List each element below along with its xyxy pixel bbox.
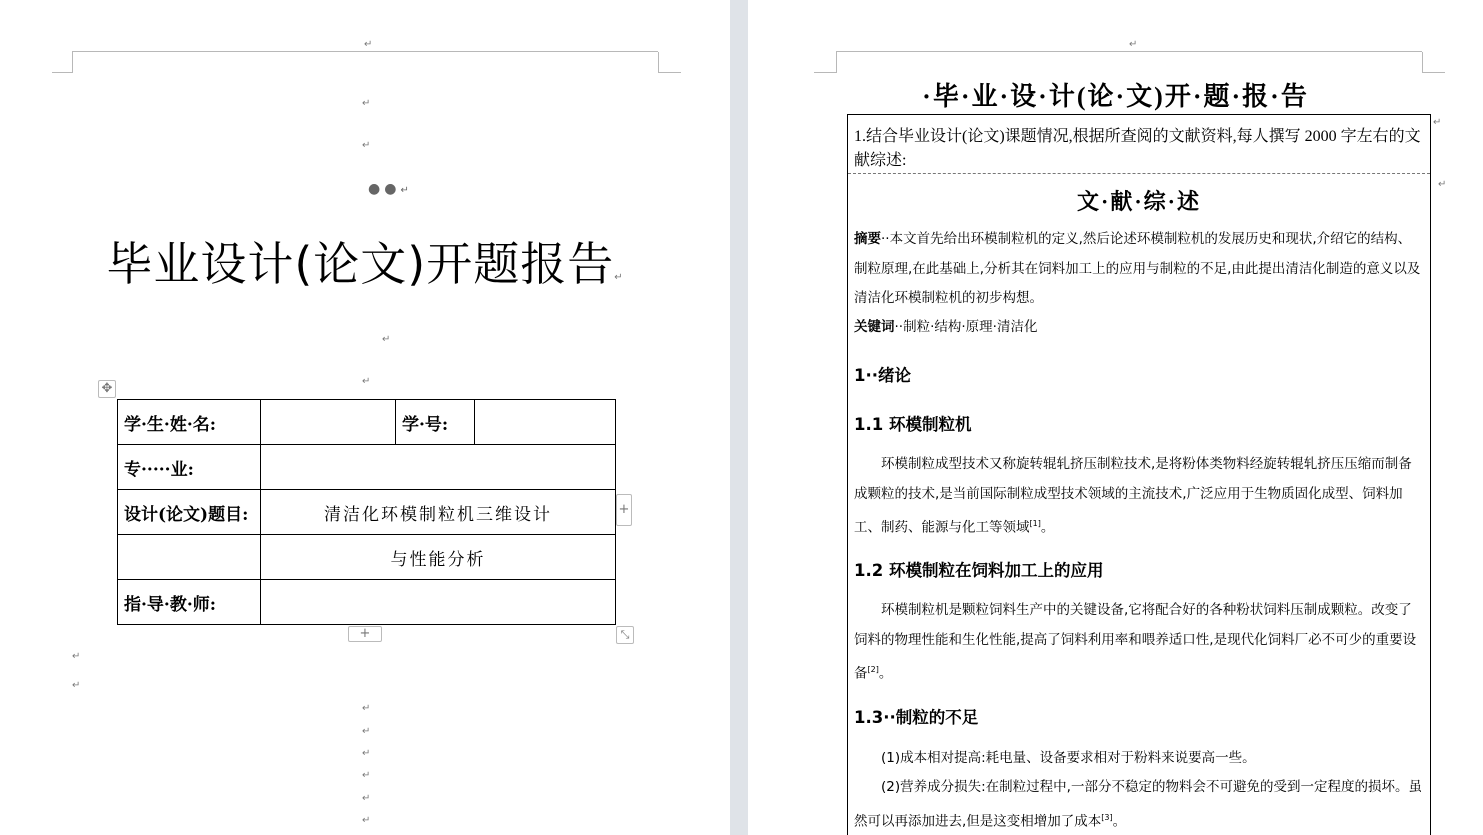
section-1-2-paragraph: 环模制粒机是颗粒饲料生产中的关键设备,它将配合好的各种粉状饲料压制成颗粒。改变了饲料的物理性能和生化性能,提高了饲料利用率和喂养适口性,是现代化饲料厂必不可少的重要设备[2]。 — [854, 602, 1417, 682]
section-1-3-item-2: (2)营养成分损失:在制粒过程中,一部分不稳定的物料会不可避免的受到一定程度的损坏。虽然可以再添加进去,但是这变相增加了成本[3]。 — [854, 779, 1422, 829]
student-id-label: 学·号: — [396, 400, 475, 445]
keywords-label: 关键词 — [854, 319, 895, 335]
student-name-cell[interactable] — [261, 400, 396, 445]
paragraph-mark-icon: ↵ — [362, 703, 371, 714]
paragraph-mark-icon: ↵ — [362, 770, 371, 781]
paragraph-mark-icon: ↵ — [1129, 39, 1138, 50]
topic-label: 设计(论文)题目: — [118, 490, 261, 535]
margin-corner-top-left — [814, 52, 837, 73]
paragraph-mark-icon: ↵ — [72, 680, 81, 691]
cover-page — [0, 0, 730, 835]
section-1-3-item-1: (1)成本相对提高:耗电量、设备要求相对于粉料来说要高一些。 — [881, 750, 1256, 766]
citation-2[interactable]: [2] — [867, 665, 879, 674]
topic-line2-cell[interactable]: 与性能分析 — [261, 535, 616, 580]
table-resize-handle-icon[interactable]: ⤡ — [616, 626, 634, 644]
section-1-1-paragraph: 环模制粒成型技术又称旋转辊轧挤压制粒技术,是将粉体类物料经旋转辊轧挤压压缩而制备成颗粒的技术,是当前国际制粒成型技术领域的主流技术,广泛应用于生物质固化成型、饲料加工、制药、能源与化工等领域[1]。 — [854, 456, 1412, 536]
student-name-label: 学·生·姓·名: — [118, 400, 261, 445]
dot-marks: ●●↵ — [368, 181, 413, 197]
paragraph-mark-icon: ↵ — [362, 815, 371, 826]
margin-corner-top-left — [52, 52, 73, 73]
major-cell[interactable] — [261, 445, 616, 490]
abstract-label: 摘要 — [854, 231, 881, 247]
paragraph-mark-icon: ↵ — [362, 98, 371, 109]
paragraph-mark-icon: ↵ — [362, 140, 371, 151]
section-heading-1-1: 1.1 环模制粒机 — [854, 415, 972, 434]
table-move-handle-icon[interactable]: ✥ — [98, 380, 116, 398]
citation-1[interactable]: [1] — [1029, 519, 1041, 528]
advisor-label: 指·导·教·师: — [118, 580, 261, 625]
paragraph-mark-icon: ↵ — [364, 39, 373, 50]
section-heading-1: 1··绪论 — [854, 366, 912, 385]
margin-corner-top-right — [1422, 52, 1445, 73]
paragraph-mark-icon: ↵ — [362, 376, 371, 387]
add-column-plus-icon[interactable]: + — [616, 494, 632, 526]
instruction-text: 1.结合毕业设计(论文)课题情况,根据所查阅的文献资料,每人撰写 2000 字左右的文献综述: — [854, 128, 1421, 169]
student-id-cell[interactable] — [475, 400, 616, 445]
header-line — [836, 51, 1422, 52]
abstract-paragraph — [854, 225, 1424, 314]
paragraph-mark-icon: ↵ — [362, 726, 371, 737]
paragraph-mark-icon: ↵ — [362, 748, 371, 759]
keywords-text: ··制粒·结构·原理·清洁化 — [894, 319, 1038, 335]
cover-title: 毕业设计(论文)开题报告↵ — [106, 237, 624, 291]
section-heading-1-3: 1.3··制粒的不足 — [854, 708, 979, 727]
report-title: ·毕·业·设·计(论·文)开·题·报·告 — [922, 82, 1309, 111]
header-line — [72, 51, 658, 52]
report-page — [748, 0, 1483, 835]
paragraph-mark-icon: ↵ — [362, 793, 371, 804]
major-label: 专·····业: — [118, 445, 261, 490]
paragraph-mark-icon: ↵ — [1438, 179, 1447, 190]
margin-corner-top-right — [658, 52, 681, 73]
topic-line1-cell[interactable]: 清洁化环模制粒机三维设计 — [261, 490, 616, 535]
advisor-cell[interactable] — [261, 580, 616, 625]
keywords-paragraph — [854, 313, 1424, 343]
student-info-table — [117, 399, 616, 625]
citation-3[interactable]: [3] — [1101, 812, 1113, 822]
page-gutter — [730, 0, 748, 835]
section-heading-1-2: 1.2 环模制粒在饲料加工上的应用 — [854, 561, 1104, 580]
paragraph-mark-icon: ↵ — [382, 334, 391, 345]
paragraph-mark-icon: ↵ — [1433, 117, 1442, 128]
review-title: 文·献·综·述 — [1076, 189, 1201, 214]
report-content-box — [847, 114, 1431, 835]
add-row-plus-icon[interactable]: + — [348, 626, 382, 642]
topic-continuation-label — [118, 535, 261, 580]
abstract-text: ··本文首先给出环模制粒机的定义,然后论述环模制粒机的发展历史和现状,介绍它的结构、制粒原理,在此基础上,分析其在饲料加工上的应用与制粒的不足,由此提出清洁化制造的意义以及清洁化环模制粒机的初步构想。 — [854, 231, 1421, 306]
paragraph-mark-icon: ↵ — [72, 651, 81, 662]
dashed-divider — [848, 173, 1430, 174]
